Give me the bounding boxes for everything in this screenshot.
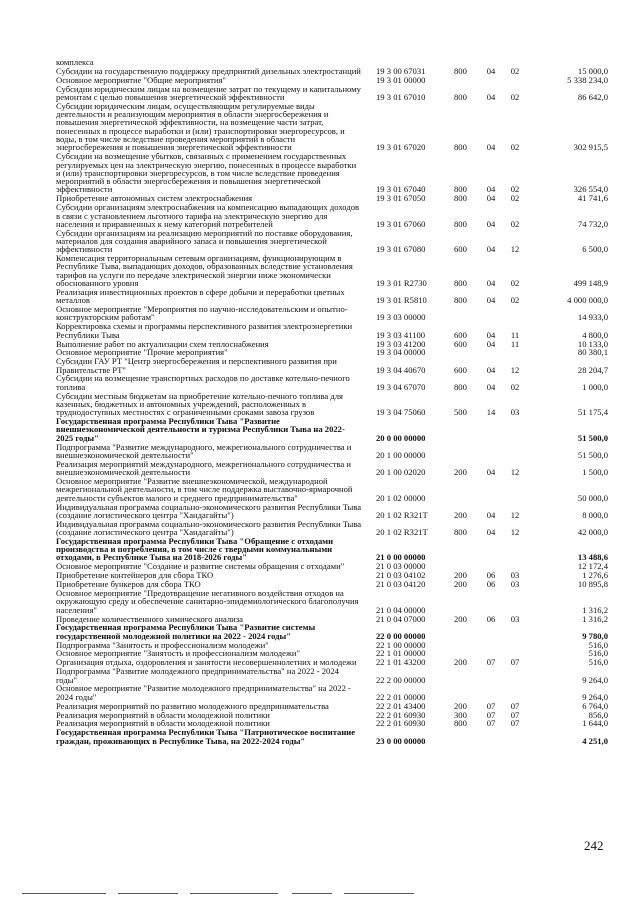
row-section: 04 [486, 338, 496, 349]
row-target-code: 19 3 03 41100 [376, 329, 426, 340]
row-amount: 499 148,9 [573, 278, 608, 289]
row-subsection: 02 [510, 142, 520, 153]
row-name: Индивидуальная программа социально-экономического развития Республики Тыва (создание логистического центра "Хандагайты") [56, 518, 362, 537]
row-section: 04 [486, 381, 496, 392]
row-target-code: 19 3 01 67080 [376, 244, 426, 255]
table-row [56, 67, 636, 75]
row-expense-type: 600 [454, 364, 467, 375]
row-name: Основное мероприятие "Создание и развитие системы обращения с отходами" [56, 561, 345, 572]
table-row [56, 477, 636, 502]
row-name: Основное мероприятие "Занятость и профессионализм молодежи" [56, 648, 301, 659]
table-row [56, 443, 636, 460]
row-amount: 15 000,0 [577, 65, 608, 76]
scan-line [118, 893, 178, 894]
row-amount: 4 800,0 [582, 329, 608, 340]
row-amount: 516,0 [588, 657, 608, 668]
row-subsection: 12 [510, 244, 520, 255]
row-subsection: 02 [510, 65, 520, 76]
row-expense-type: 500 [454, 407, 467, 418]
row-amount: 9 264,0 [582, 691, 608, 702]
row-section: 04 [486, 295, 496, 306]
row-subsection: 11 [510, 329, 520, 340]
row-expense-type: 200 [454, 509, 467, 520]
table-row [56, 520, 636, 537]
row-target-code: 19 3 01 00000 [376, 74, 426, 85]
row-expense-type: 800 [454, 218, 467, 229]
row-name: комплекса [56, 57, 94, 67]
row-amount: 1 316,2 [582, 613, 608, 624]
row-expense-type: 800 [454, 295, 467, 306]
row-target-code: 21 0 03 04120 [376, 579, 426, 590]
page-number: 242 [584, 838, 604, 853]
row-section: 04 [486, 364, 496, 375]
row-amount: 10 895,8 [577, 579, 608, 590]
row-amount: 12 172,4 [577, 561, 608, 572]
row-expense-type: 800 [454, 526, 467, 537]
row-target-code: 20 0 00 00000 [376, 432, 426, 443]
row-name: Реализация инвестиционных проектов в сфере добычи и переработки цветных металлов [56, 286, 345, 306]
row-name: Субсидии ГАУ РТ "Центр энергосбережения и перспективного развития при Правительстве РТ" [56, 356, 337, 375]
row-section: 06 [486, 570, 496, 581]
table-row [56, 684, 636, 701]
row-amount: 1 500,0 [582, 467, 608, 478]
row-target-code: 19 3 01 67020 [376, 142, 426, 153]
scan-line [344, 893, 414, 894]
table-row [56, 589, 636, 614]
row-name: Реализация мероприятий в области молодежной политики [56, 718, 270, 729]
row-name: Государственная программа Республики Тыва "Патриотическое воспитание граждан, проживающих в Республике Тыва, на 2022-2024 годы" [56, 727, 356, 746]
row-subsection: 02 [510, 381, 520, 392]
row-name: Корректировка схемы и программы перспективного развития электроэнергетики Республики Тыва [56, 321, 353, 340]
row-name: Основное мероприятие "Развитие внешнеэкономической, международной межрегиональной деятельности, в том числе поддержка выставочно-ярмарочной деятельности субъектов малого и среднего предпринимательства" [56, 476, 353, 503]
row-amount: 9 264,0 [582, 674, 608, 685]
row-amount: 1 644,0 [582, 718, 608, 729]
row-subsection: 02 [510, 295, 520, 306]
row-section: 04 [486, 193, 496, 204]
row-target-code: 19 3 00 67031 [376, 65, 426, 76]
row-amount: 51 500,0 [577, 432, 608, 443]
row-name: Государственная программа Республики Тыва "Развитие системы государственной молодежной политики на 2022 - 2024 годы" [56, 622, 316, 641]
row-amount: 4 000 000,0 [567, 295, 608, 306]
row-expense-type: 300 [454, 709, 467, 720]
row-target-code: 22 2 01 60930 [376, 709, 426, 720]
row-subsection: 11 [510, 338, 520, 349]
row-name: Подпрограмма "Занятость и профессионализм молодежи" [56, 639, 269, 650]
table-row [56, 374, 636, 391]
row-name: Субсидии юридическим лицам на возмещение затрат по текущему и капитальному ремонтам с целью повышения энергетической эффективности [56, 83, 361, 102]
row-amount: 8 000,0 [582, 509, 608, 520]
row-name: Приобретение бункеров для сбора ТКО [56, 579, 201, 590]
row-target-code: 21 0 03 00000 [376, 561, 426, 572]
row-target-code: 19 3 01 R2730 [376, 278, 427, 289]
table-row [56, 392, 636, 417]
row-target-code: 19 3 01 67050 [376, 193, 426, 204]
row-subsection: 12 [510, 364, 520, 375]
row-amount: 1 276,6 [582, 570, 608, 581]
row-target-code: 19 3 03 41200 [376, 338, 426, 349]
table-row [56, 203, 636, 228]
row-expense-type: 800 [454, 65, 467, 76]
row-name: Государственная программа Республики Тыва "Обращение с отходами производства и потребления, в том числе с твердыми коммунальными отходами, в Республике Тыва на 2018-2026 годы" [56, 535, 334, 563]
row-subsection: 03 [510, 407, 520, 418]
row-expense-type: 200 [454, 570, 467, 581]
table-row [56, 76, 636, 84]
row-section: 04 [486, 526, 496, 537]
row-subsection: 02 [510, 184, 520, 195]
scan-line [292, 893, 332, 894]
row-section: 04 [486, 65, 496, 76]
row-target-code: 19 3 04 40670 [376, 364, 426, 375]
row-section: 04 [486, 91, 496, 102]
row-expense-type: 800 [454, 718, 467, 729]
row-name: Основное мероприятие "Прочие мероприятия" [56, 347, 228, 358]
row-target-code: 21 0 00 00000 [376, 552, 426, 563]
row-target-code: 22 2 01 60930 [376, 718, 426, 729]
row-target-code: 22 1 01 43200 [376, 657, 426, 668]
row-expense-type: 200 [454, 657, 467, 668]
row-amount: 51 175,4 [577, 407, 608, 418]
row-target-code: 22 2 00 00000 [376, 674, 426, 685]
row-target-code: 22 2 01 00000 [376, 691, 426, 702]
row-subsection: 12 [510, 526, 520, 537]
table-row [56, 357, 636, 374]
row-name: Подпрограмма "Развитие международного, межрегионального сотрудничества и внешнеэкономической деятельности" [56, 441, 352, 460]
row-amount: 5 338 234,0 [567, 74, 608, 85]
row-expense-type: 800 [454, 142, 467, 153]
table-row [56, 102, 636, 152]
row-expense-type: 800 [454, 91, 467, 102]
row-name: Компенсация территориальным сетевым организациям, функционирующим в Республике Тыва, выпадающих доходов, образованных вследствие установления тарифов на услуги по передаче электрической энергии ниже экономически обоснованного уровня [56, 253, 353, 289]
table-row [56, 503, 636, 520]
table-row [56, 702, 636, 710]
row-amount: 50 000,0 [577, 492, 608, 503]
row-amount: 13 488,6 [577, 552, 608, 563]
table-row [56, 152, 636, 193]
row-amount: 74 732,0 [577, 218, 608, 229]
row-target-code: 19 3 01 67010 [376, 91, 426, 102]
table-row [56, 288, 636, 305]
row-amount: 9 780,0 [582, 630, 608, 641]
row-subsection: 03 [510, 570, 520, 581]
row-target-code: 21 0 03 04102 [376, 570, 426, 581]
row-target-code: 22 1 00 00000 [376, 639, 426, 650]
row-expense-type: 600 [454, 244, 467, 255]
row-subsection: 07 [510, 709, 520, 720]
row-amount: 51 500,0 [577, 449, 608, 460]
row-amount: 6 500,0 [582, 244, 608, 255]
row-subsection: 02 [510, 278, 520, 289]
row-amount: 86 642,0 [577, 91, 608, 102]
row-subsection: 12 [510, 467, 520, 478]
table-row [56, 229, 636, 254]
row-name: Основное мероприятие "Общие мероприятия" [56, 74, 226, 85]
row-name: Выполнение работ по актуализации схем теплоснабжения [56, 338, 269, 349]
row-subsection: 07 [510, 657, 520, 668]
table-row [56, 537, 636, 562]
row-subsection: 02 [510, 218, 520, 229]
row-subsection: 07 [510, 700, 520, 711]
row-section: 04 [486, 218, 496, 229]
row-subsection: 02 [510, 91, 520, 102]
table-row [56, 417, 636, 442]
row-section: 06 [486, 579, 496, 590]
row-section: 04 [486, 278, 496, 289]
table-row [56, 728, 636, 745]
row-section: 04 [486, 142, 496, 153]
row-expense-type: 800 [454, 381, 467, 392]
row-amount: 14 933,0 [577, 312, 608, 323]
row-target-code: 19 3 04 00000 [376, 347, 426, 358]
row-name: Субсидии на возмещение транспортных расходов по доставке котельно-печного топлива [56, 373, 350, 392]
row-expense-type: 200 [454, 613, 467, 624]
row-subsection: 02 [510, 193, 520, 204]
table-row [56, 667, 636, 684]
row-name: Приобретение автономных систем электроснабжения [56, 193, 253, 204]
row-amount: 516,0 [588, 639, 608, 650]
row-name: Основное мероприятие "Развитие молодежного предпринимательства" на 2022 - 2024 годы" [56, 683, 351, 702]
row-target-code: 20 1 02 00000 [376, 492, 426, 503]
row-amount: 6 764,0 [582, 700, 608, 711]
row-expense-type: 800 [454, 184, 467, 195]
row-target-code: 22 2 01 43400 [376, 700, 426, 711]
row-name: Приобретение контейнеров для сбора ТКО [56, 570, 214, 581]
row-name: Субсидии на возмещение убытков, связанных с применением государственных регулируемых цен на электрическую энергию, понесенных в процессе выработки и (или) транспортировки энергоресурсов, в том числе вследствие проведения мероприятий в области энергосбережения и повышения энергетической эффективности [56, 151, 357, 195]
row-amount: 1 000,0 [582, 381, 608, 392]
row-expense-type: 600 [454, 329, 467, 340]
row-expense-type: 200 [454, 700, 467, 711]
row-name: Субсидии организациям на реализацию мероприятий по поставке оборудования, материалов для создания аварийного запаса и повышения энергетической эффективности [56, 227, 353, 255]
row-target-code: 22 0 00 00000 [376, 630, 426, 641]
row-target-code: 19 3 04 67070 [376, 381, 426, 392]
budget-table [56, 58, 636, 746]
row-name: Государственная программа Республики Тыва "Развитие внешнеэкономической деятельности и туризма Республики Тыва на 2022-2025 годы" [56, 416, 345, 443]
row-section: 14 [486, 407, 496, 418]
row-subsection: 03 [510, 579, 520, 590]
table-row [56, 305, 636, 322]
row-target-code: 20 1 02 R321Т [376, 526, 428, 537]
row-section: 07 [486, 709, 496, 720]
row-target-code: 19 3 01 67060 [376, 218, 426, 229]
row-target-code: 20 1 00 02020 [376, 467, 426, 478]
row-amount: 41 741,6 [577, 193, 608, 204]
row-target-code: 21 0 04 00000 [376, 604, 426, 615]
row-name: Субсидии организациям электроснабжения на компенсацию выпадающих доходов в связи с установлением льготного тарифа на электрическую энергию для населения и приравненных к нему категорий потребителей [56, 202, 360, 229]
row-amount: 856,0 [588, 709, 608, 720]
row-amount: 80 380,1 [577, 347, 608, 358]
row-name: Субсидии местным бюджетам на приобретение котельно-печного топлива для казенных, бюджетных и автономных учреждений, расположенных в труднодоступных местностях с ограниченными сроками завоза грузов [56, 390, 343, 418]
row-amount: 42 000,0 [577, 526, 608, 537]
scan-line [22, 893, 106, 894]
table-row [56, 460, 636, 477]
row-target-code: 22 1 01 00000 [376, 648, 426, 659]
row-amount: 302 915,5 [573, 142, 608, 153]
row-subsection: 07 [510, 718, 520, 729]
row-expense-type: 800 [454, 193, 467, 204]
row-amount: 10 133,0 [577, 338, 608, 349]
table-row [56, 623, 636, 640]
row-expense-type: 800 [454, 278, 467, 289]
table-row [56, 85, 636, 102]
row-target-code: 19 3 04 75060 [376, 407, 426, 418]
row-name: Подпрограмма "Развитие молодежного предпринимательства" на 2022 - 2024 годы" [56, 666, 339, 685]
row-name: Субсидии юридическим лицам, осуществляющим регулируемые виды деятельности и реализующим мероприятия в области энергосбережения и повышения энергетической эффективности, на возмещение части затрат, понесенных в процессе выработки и (или) транспортировки энергоресурсов, и воды, в том числе вследствие проведения мероприятий в области энергосбережения и повышения энергетической эффективности [56, 100, 345, 153]
row-amount: 326 554,0 [573, 184, 608, 195]
row-name: Проведение количественного химического анализа [56, 613, 243, 624]
row-section: 07 [486, 718, 496, 729]
row-target-code: 19 3 03 00000 [376, 312, 426, 323]
row-name: Индивидуальная программа социально-экономического развития Республики Тыва (создание логистического центра "Хандагайты") [56, 501, 362, 520]
row-target-code: 23 0 00 00000 [376, 735, 426, 746]
scan-line [190, 893, 278, 894]
row-expense-type: 200 [454, 579, 467, 590]
row-section: 06 [486, 613, 496, 624]
row-amount: 4 251,0 [582, 735, 608, 746]
row-amount: 1 316,2 [582, 604, 608, 615]
row-target-code: 20 1 00 00000 [376, 449, 426, 460]
row-name: Реализация мероприятий по развитию молодежного предпринимательства [56, 700, 329, 711]
row-section: 04 [486, 244, 496, 255]
row-target-code: 21 0 04 07000 [376, 613, 426, 624]
row-target-code: 19 3 01 67040 [376, 184, 426, 195]
row-subsection: 12 [510, 509, 520, 520]
row-name: Реализация мероприятий международного, межрегионального сотрудничества и внешнеэкономической деятельности [56, 458, 351, 478]
row-name: Реализация мероприятий в области молодежной политики [56, 709, 270, 720]
row-section: 04 [486, 184, 496, 195]
row-section: 04 [486, 329, 496, 340]
row-amount: 516,0 [588, 648, 608, 659]
table-row [56, 322, 636, 339]
row-section: 04 [486, 467, 496, 478]
row-section: 07 [486, 700, 496, 711]
row-subsection: 03 [510, 613, 520, 624]
row-name: Основное мероприятие "Мероприятия по научно-исследовательским и опытно-конструкторским работам" [56, 304, 348, 323]
row-expense-type: 200 [454, 467, 467, 478]
row-amount: 28 204,7 [577, 364, 608, 375]
row-name: Основное мероприятие "Предотвращение негативного воздействия отходов на окружающую среду и обеспечение санитарно-эпидемиологического благополучия населения" [56, 588, 359, 615]
row-section: 04 [486, 509, 496, 520]
row-target-code: 19 3 01 R5810 [376, 295, 427, 306]
row-target-code: 20 1 02 R321Т [376, 509, 428, 520]
row-name: Организация отдыха, оздоровления и занятости несовершеннолетних и молодежи [56, 657, 357, 668]
table-row [56, 254, 636, 287]
row-section: 07 [486, 657, 496, 668]
row-name: Субсидии на государственную поддержку предприятий дизельных электростанций [56, 65, 361, 76]
row-expense-type: 600 [454, 338, 467, 349]
